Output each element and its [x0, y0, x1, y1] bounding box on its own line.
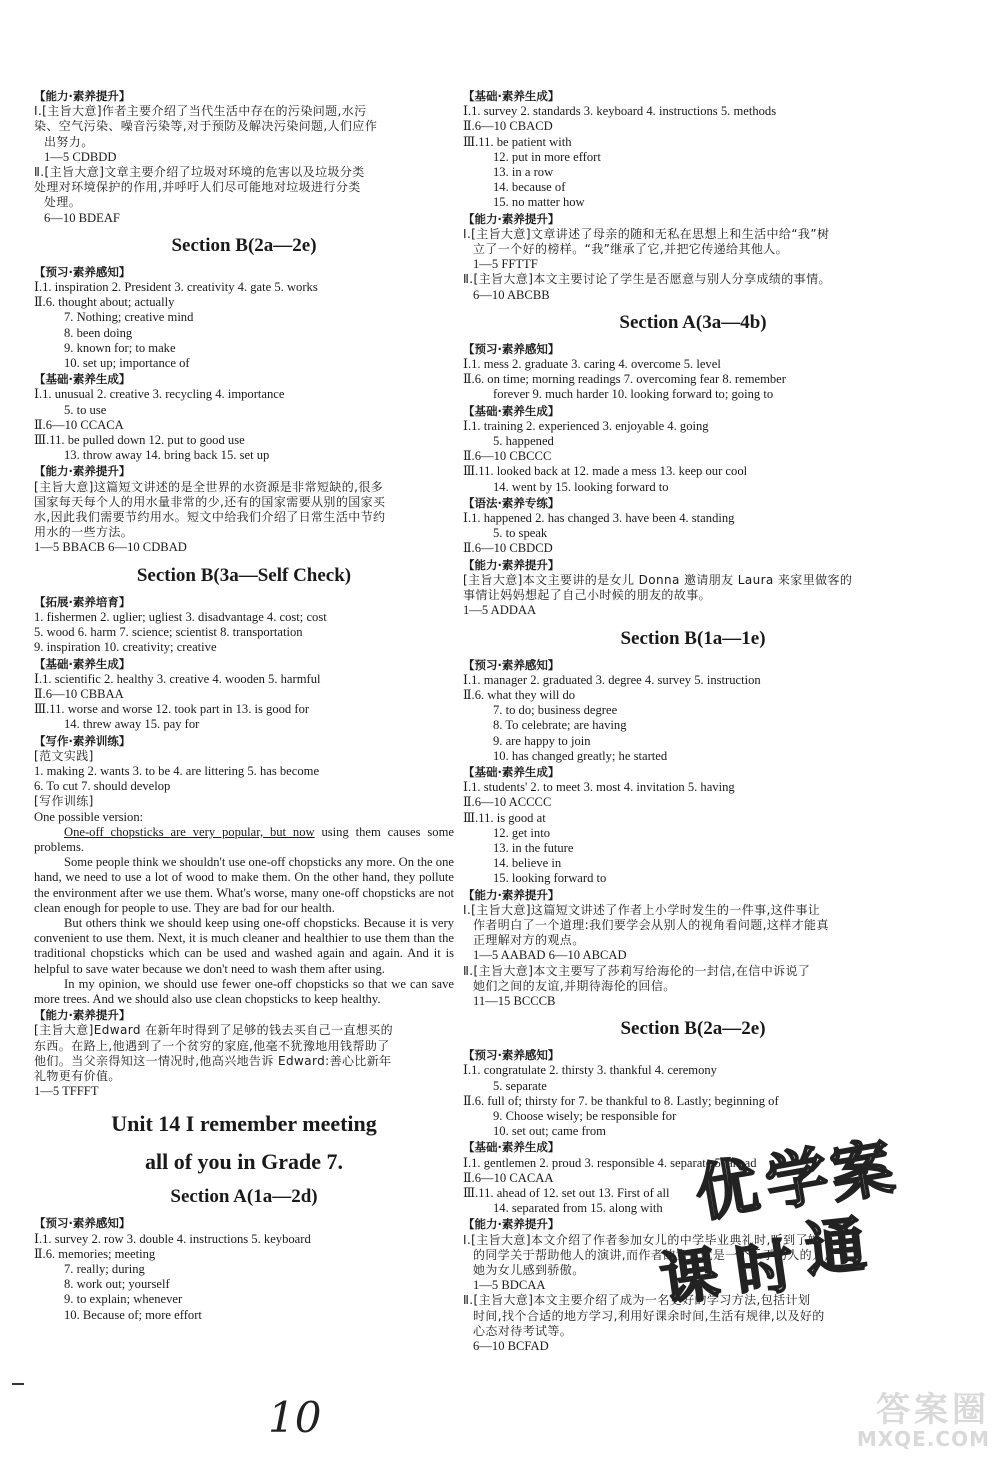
block-tag: 【基础·素养生成】: [34, 372, 131, 387]
text-line: 时间,找个合适的地方学习,利用好课余时间,生活有规律,以及好的: [473, 1308, 825, 1323]
answer-line: 14. because of: [493, 180, 566, 195]
answer-line: 12. put in more effort: [493, 149, 601, 164]
stamp-char: 学: [760, 1138, 834, 1221]
answer-line: Ⅲ.11. be patient with: [463, 134, 572, 149]
answer-line: 1—5 BDCAA: [473, 1278, 546, 1293]
answer-line: Ⅱ.6—10 ACCCC: [463, 795, 552, 810]
answer-line: Ⅰ.1. unusual 2. creative 3. recycling 4. importance: [34, 387, 285, 402]
text-line: 的同学关于帮助他人的演讲,而作者的女儿就是一个乐于助人的人,: [473, 1247, 829, 1262]
text-line: [主旨大意]Edward 在新年时得到了足够的钱去买自己一直想买的: [34, 1023, 394, 1038]
answer-line: 9. known for; to make: [64, 340, 176, 355]
answer-line: 14. went by 15. looking forward to: [493, 479, 669, 494]
section-title: Section A(1a—2d): [170, 1186, 318, 1208]
block-tag: 【能力·素养提升】: [463, 557, 560, 572]
answer-line: 1—5 TFFFT: [34, 1084, 99, 1099]
answer-line: 10. set up; importance of: [64, 356, 190, 371]
answer-line: Ⅱ.6. on time; morning readings 7. overcoming fear 8. remember: [463, 372, 786, 387]
answer-line: Ⅰ.1. training 2. experienced 3. enjoyable 4. going: [463, 418, 709, 433]
block-tag: 【写作·素养训练】: [34, 733, 131, 748]
text-line: 水,因此我们需要节约用水。短文中给我们介绍了日常生活中节约: [34, 510, 386, 525]
text-line: 国家每天每个人的用水量非常的少,还有的国家需要从别的国家买: [34, 494, 386, 509]
stamp-char: 课: [656, 1239, 724, 1315]
block-tag: 【语法·素养专练】: [463, 495, 560, 510]
text-line: Ⅱ.[主旨大意]文章主要介绍了垃圾对环境的危害以及垃圾分类: [34, 165, 365, 180]
answer-line: Ⅰ.1. congratulate 2. thirsty 3. thankful 4. ceremony: [463, 1063, 717, 1078]
answer-line: 9. to explain; whenever: [64, 1292, 183, 1307]
handwritten-page-number: 10: [268, 1393, 322, 1442]
section-title: Section A(3a—4b): [619, 311, 767, 333]
answer-line: 10. set out; came from: [493, 1124, 606, 1139]
answer-line: Ⅱ.6—10 CBDCD: [463, 541, 553, 556]
answer-line: Ⅰ.1. scientific 2. healthy 3. creative 4. wooden 5. harmful: [34, 671, 321, 686]
right-column: [463, 88, 923, 1354]
answer-line: 9. Choose wisely; be responsible for: [493, 1108, 677, 1123]
answer-line: 15. no matter how: [493, 195, 585, 210]
section-title: Section B(1a—1e): [620, 627, 766, 649]
answer-line: 14. separated from 15. along with: [493, 1201, 663, 1216]
site-watermark: [805, 1392, 990, 1458]
watermark-text: 答案圈: [876, 1390, 990, 1430]
left-column: [34, 88, 454, 1323]
answer-line: 8. work out; yourself: [64, 1277, 170, 1292]
essay-paragraph: In my opinion, we should use fewer one-off chopsticks so that we can save more trees. And we should also use clean chopsticks to keep healthy.: [34, 976, 454, 1006]
unit-title: [34, 1109, 454, 1177]
text-line: 礼物更有价值。: [34, 1068, 121, 1083]
text-line: [主旨大意]这篇短文讲述的是全世界的水资源是非常短缺的,很多: [34, 479, 384, 494]
block-tag: 【预习·素养感知】: [34, 264, 131, 279]
answer-line: 9. are happy to join: [493, 733, 591, 748]
block-tag: 【基础·素养生成】: [463, 1140, 560, 1155]
answer-line: 5. separate: [493, 1078, 547, 1093]
answer-line: Ⅲ.11. looked back at 12. made a mess 13. keep our cool: [463, 464, 748, 479]
block-tag: 【能力·素养提升】: [463, 1217, 560, 1232]
text-line: 正理解对方的观点。: [473, 933, 585, 948]
sub-heading: [写作训练]: [34, 794, 94, 809]
block-tag: 【能力·素养提升】: [34, 89, 131, 103]
block-tag: 【基础·素养生成】: [463, 89, 560, 103]
text-line: 立了一个好的榜样。“我”继承了它,并把它传递给其他人。: [473, 242, 789, 257]
section-title: Section B(3a—Self Check): [136, 564, 352, 586]
answer-line: 13. in the future: [493, 840, 574, 855]
answer-line: 1—5 BBACB 6—10 CDBAD: [34, 540, 187, 555]
answer-line: 1—5 FFTTF: [473, 257, 538, 272]
text-line: 东西。在路上,他遇到了一个贫穷的家庭,他毫不犹豫地用钱帮助了: [34, 1038, 390, 1053]
block-tag: 【预习·素养感知】: [34, 1216, 131, 1231]
answer-line: 1. fishermen 2. uglier; ugliest 3. disadvantage 4. cost; cost: [34, 609, 327, 624]
answer-line: Ⅱ.6. memories; meeting: [34, 1246, 156, 1261]
essay-paragraph: [34, 825, 454, 855]
text-line: [主旨大意]本文主要讲的是女儿 Donna 邀请朋友 Laura 来家里做客的: [463, 572, 853, 587]
block-tag: 【预习·素养感知】: [463, 657, 560, 672]
unit-title-line: Unit 14 I remember meeting: [111, 1111, 377, 1137]
answer-line: Ⅰ.1. happened 2. has changed 3. have been 4. standing: [463, 511, 735, 526]
essay-underlined-text: One-off chopsticks are very popular, but now: [64, 824, 315, 839]
answer-line: Ⅱ.6—10 CBACD: [463, 119, 553, 134]
block-tag: 【能力·素养提升】: [463, 211, 560, 226]
text-line: 心态对待考试等。: [473, 1323, 573, 1338]
text-line: 出努力。: [44, 134, 94, 149]
text-line: Ⅰ.[主旨大意]本文介绍了作者参加女儿的中学毕业典礼时,听到了她: [463, 1232, 821, 1247]
answer-line: 6. To cut 7. should develop: [34, 779, 171, 794]
answer-line: 15. looking forward to: [493, 871, 607, 886]
answer-line: 7. to do; business degree: [493, 703, 618, 718]
answer-line: Ⅱ.6. thought about; actually: [34, 295, 175, 310]
answer-line: 1—5 AABAD 6—10 ABCAD: [473, 948, 627, 963]
answer-line: 8. To celebrate; are having: [493, 718, 627, 733]
answer-line: 8. been doing: [64, 325, 133, 340]
answer-line: Ⅱ.6—10 CCACA: [34, 417, 124, 432]
answer-line: Ⅲ.11. is good at: [463, 810, 546, 825]
text-line: 处理。: [44, 195, 82, 210]
stamp-char: 时: [731, 1231, 799, 1307]
stamp-char: 通: [802, 1210, 870, 1286]
answer-line: Ⅱ.6. full of; thirsty for 7. be thankful to 8. Lastly; beginning of: [463, 1093, 779, 1108]
section-title: Section B(2a—2e): [620, 1018, 766, 1040]
text-line: 她们之间的友谊,并期待海伦的回信。: [473, 978, 676, 993]
answer-line: 7. really; during: [64, 1262, 145, 1276]
answer-line: 9. inspiration 10. creativity; creative: [34, 640, 217, 655]
block-tag: 【预习·素养感知】: [463, 341, 560, 356]
answer-line: Ⅱ.6—10 CBCCC: [463, 449, 552, 464]
unit-title-line: all of you in Grade 7.: [144, 1149, 343, 1175]
text-line: Ⅱ.[主旨大意]本文主要讨论了学生是否愿意与别人分享成绩的事情。: [463, 272, 831, 287]
block-tag: 【能力·素养提升】: [463, 887, 560, 902]
text-line: Ⅰ.[主旨大意]作者主要介绍了当代生活中存在的污染问题,水污: [34, 104, 367, 119]
stamp-char: 案: [825, 1130, 899, 1213]
answer-line: 6—10 ABCBB: [473, 287, 550, 302]
block-tag: 【拓展·素养培育】: [34, 594, 131, 609]
answer-line: forever 9. much harder 10. looking forward to; going to: [493, 387, 774, 402]
text-line: Ⅱ.[主旨大意]本文主要写了莎莉写给海伦的一封信,在信中诉说了: [463, 963, 811, 978]
answer-line: 11—15 BCCCB: [473, 993, 556, 1008]
answer-line: Ⅰ.1. manager 2. graduated 3. degree 4. survey 5. instruction: [463, 672, 761, 687]
answer-line: Ⅰ.1. gentlemen 2. proud 3. responsible 4. separate 5. ahead: [463, 1155, 757, 1170]
answer-line: 6—10 BDEAF: [44, 210, 120, 225]
answer-line: Ⅲ.11. be pulled down 12. put to good use: [34, 433, 245, 448]
answer-line: 14. threw away 15. pay for: [64, 717, 200, 732]
answer-line: 14. believe in: [493, 856, 562, 871]
text-line: Ⅰ.[主旨大意]这篇短文讲述了作者上小学时发生的一件事,这件事让: [463, 902, 821, 917]
corner-mark: [12, 1383, 24, 1385]
answer-line: Ⅰ.1. survey 2. row 3. double 4. instructions 5. keyboard: [34, 1231, 311, 1246]
answer-line: Ⅰ.1. inspiration 2. President 3. creativity 4. gate 5. works: [34, 280, 318, 295]
essay-intro: One possible version:: [34, 809, 144, 824]
block-tag: 【能力·素养提升】: [34, 464, 131, 479]
block-tag: 【预习·素养感知】: [463, 1048, 560, 1063]
text-line: 染、空气污染、噪音污染等,对于预防及解决污染问题,人们应作: [34, 119, 378, 134]
answer-line: Ⅰ.1. students' 2. to meet 3. most 4. invitation 5. having: [463, 780, 735, 795]
answer-line: Ⅱ.6—10 CACAA: [463, 1170, 554, 1185]
sub-heading: [范文实践]: [34, 748, 94, 763]
answer-line: 6—10 BCFAD: [473, 1339, 549, 1354]
section-title: Section B(2a—2e): [171, 234, 317, 256]
answer-line: 10. has changed greatly; he started: [493, 748, 668, 763]
answer-line: Ⅲ.11. ahead of 12. set out 13. First of all: [463, 1186, 670, 1200]
answer-line: 13. throw away 14. bring back 15. set up: [64, 448, 270, 463]
answer-line: Ⅰ.1. survey 2. standards 3. keyboard 4. instructions 5. methods: [463, 104, 777, 119]
text-line: 她为女儿感到骄傲。: [473, 1263, 585, 1278]
answer-line: Ⅲ.11. worse and worse 12. took part in 13. is good for: [34, 702, 310, 717]
answer-line: Ⅰ.1. mess 2. graduate 3. caring 4. overcome 5. level: [463, 357, 721, 372]
answer-line: 10. Because of; more effort: [64, 1307, 202, 1322]
answer-line: Ⅱ.6. what they will do: [463, 687, 576, 702]
answer-line: 12. get into: [493, 825, 551, 840]
answer-line: 5. happened: [493, 434, 554, 449]
stamp-char: 优: [690, 1148, 764, 1231]
answer-line: 7. Nothing; creative mind: [64, 310, 194, 325]
text-line: 处理对环境保护的作用,并呼吁人们尽可能地对垃圾进行分类: [34, 180, 361, 195]
essay-paragraph: But others think we should keep using one-off chopsticks. Because it is very convenient to use them. Next, it is much cleaner and healthier to use them than the traditional chopsticks which can be used and washed again and again. And it is helpful to save water because we don't need to wash them after using.: [34, 915, 454, 976]
answer-line: 5. to use: [64, 402, 107, 417]
answer-line: Ⅱ.6—10 CBBAA: [34, 686, 124, 701]
answer-line: 5. wood 6. harm 7. science; scientist 8. transportation: [34, 625, 303, 640]
block-tag: 【基础·素养生成】: [463, 403, 560, 418]
text-line: Ⅱ.[主旨大意]本文主要介绍了成为一名更好的学习方法,包括计划: [463, 1293, 811, 1308]
text-line: 用水的一些方法。: [34, 525, 134, 540]
block-tag: 【基础·素养生成】: [34, 656, 131, 671]
block-tag: 【能力·素养提升】: [34, 1008, 131, 1023]
text-line: 他们。当父亲得知这一情况时,他高兴地告诉 Edward:善心比新年: [34, 1053, 392, 1068]
answer-line: 13. in a row: [493, 165, 554, 180]
essay-text: using them causes some problems.: [34, 824, 454, 854]
answer-line: 1—5 CDBDD: [44, 149, 117, 164]
text-line: Ⅰ.[主旨大意]文章讲述了母亲的随和无私在思想上和生活中给“我”树: [463, 226, 830, 241]
text-line: 作者明白了一个道理:我们要学会从别人的视角看问题,这样才能真: [473, 917, 829, 932]
essay-paragraph: Some people think we shouldn't use one-off chopsticks any more. On the one hand, we need to use a lot of wood to make them. On the other hand, they pollute the environment after we use them. What's worse, many one-off chopsticks are not clean enough for people to use. They are bad for our health.: [34, 855, 454, 915]
answer-line: 1. making 2. wants 3. to be 4. are littering 5. has become: [34, 763, 320, 778]
answer-line: 1—5 ADDAA: [463, 603, 537, 618]
watermark-url: MXQE.COM: [856, 1427, 990, 1451]
block-tag: 【基础·素养生成】: [463, 764, 560, 779]
text-line: 事情让妈妈想起了自己小时候的朋友的故事。: [463, 588, 712, 603]
answer-line: 5. to speak: [493, 526, 548, 541]
